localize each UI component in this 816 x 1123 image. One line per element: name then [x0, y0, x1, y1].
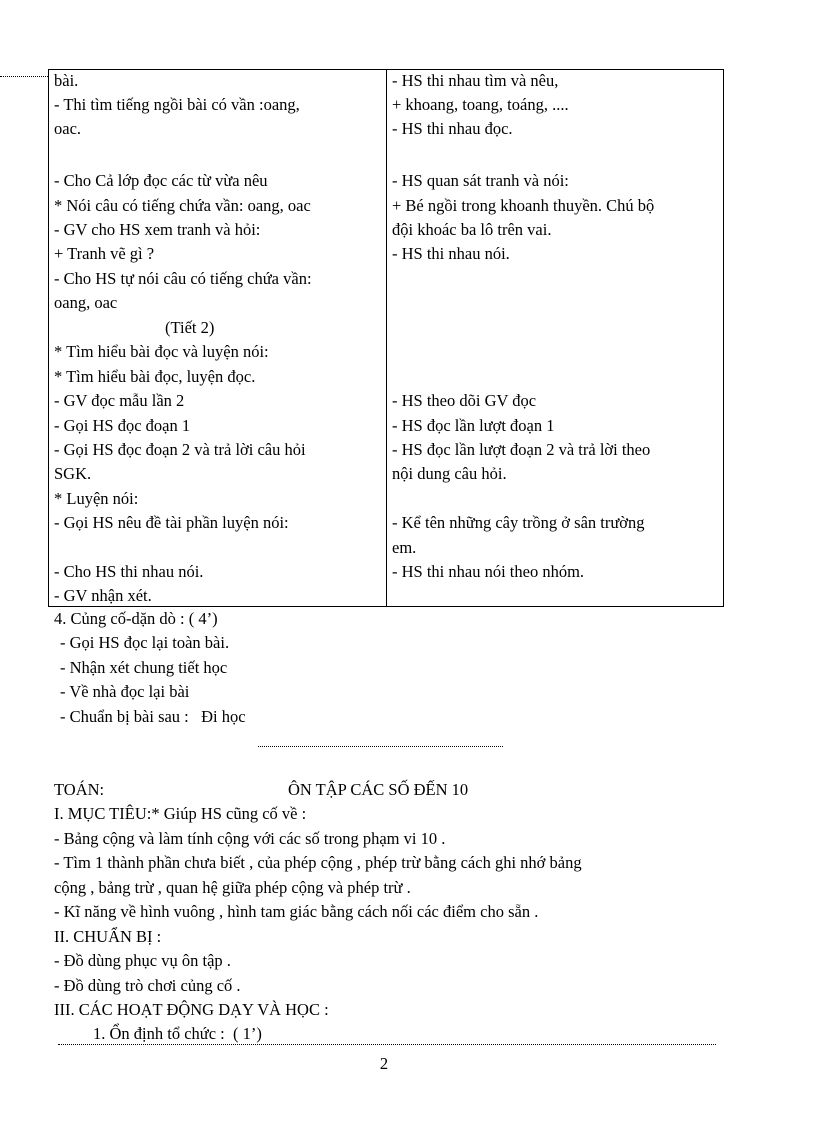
objectives-heading: I. MỤC TIÊU:* Giúp HS cũng cố về : — [54, 804, 307, 823]
teacher-line: - Gọi HS đọc đoạn 1 — [54, 416, 191, 435]
consolidation-item: - Gọi HS đọc lại toàn bài. — [60, 633, 230, 652]
student-line: - Kể tên những cây trồng ở sân trường — [392, 513, 645, 532]
teacher-line: - Cho HS thi nhau nói. — [54, 562, 204, 581]
teacher-line: - GV đọc mẫu lần 2 — [54, 391, 185, 410]
teacher-line: - GV nhận xét. — [54, 586, 152, 605]
teacher-line: - Cho Cả lớp đọc các từ vừa nêu — [54, 171, 268, 190]
teacher-line: - Gọi HS nêu đề tài phần luyện nói: — [54, 513, 289, 532]
teacher-line: - GV cho HS xem tranh và hỏi: — [54, 220, 261, 239]
teacher-line: + Tranh vẽ gì ? — [54, 244, 155, 263]
teacher-line: * Luyện nói: — [54, 489, 139, 508]
lesson-title: ÔN TẬP CÁC SỐ ĐẾN 10 — [288, 780, 469, 799]
objective-item: - Tìm 1 thành phần chưa biết , của phép cộng , phép trừ bằng cách ghi nhớ bảng — [54, 853, 582, 872]
student-line: - HS đọc lần lượt đoạn 2 và trả lời theo — [392, 440, 651, 459]
teacher-line: * Tìm hiểu bài đọc và luyện nói: — [54, 342, 269, 361]
teacher-line — [54, 93, 380, 117]
teacher-line: * Tìm hiểu bài đọc, luyện đọc. — [54, 367, 256, 386]
activity-item: 1. Ổn định tổ chức : ( 1’) — [93, 1024, 262, 1043]
student-line: - HS đọc lần lượt đoạn 1 — [392, 416, 555, 435]
period-label: (Tiết 2) — [165, 318, 215, 337]
prep-item: - Đồ dùng trò chơi củng cố . — [54, 976, 241, 995]
prep-heading: II. CHUẨN BỊ : — [54, 927, 162, 946]
page-number: 2 — [379, 1054, 389, 1073]
student-line: nội dung câu hỏi. — [392, 464, 507, 483]
student-line: đội khoác ba lô trên vai. — [392, 220, 552, 239]
teacher-line: oac. — [54, 119, 82, 138]
student-line: + Bé ngồi trong khoanh thuyền. Chú bộ — [392, 196, 655, 215]
footer-dotted-separator — [58, 1044, 716, 1045]
teacher-line: bài. — [54, 71, 79, 90]
student-line: + khoang, toang, toáng, .... — [392, 95, 569, 114]
top-dotted-separator — [0, 76, 48, 77]
consolidation-heading: 4. Củng cố-dặn dò : ( 4’) — [54, 609, 218, 628]
column-divider — [386, 70, 387, 606]
subject-label: TOÁN: — [54, 780, 105, 799]
objective-item: - Bảng cộng và làm tính cộng với các số trong phạm vi 10 . — [54, 829, 446, 848]
prep-item: - Đồ dùng phục vụ ôn tập . — [54, 951, 231, 970]
objective-item: - Kĩ năng về hình vuông , hình tam giác bằng cách nối các điểm cho sẵn . — [54, 902, 539, 921]
consolidation-item: - Nhận xét chung tiết học — [60, 658, 228, 677]
student-line: em. — [392, 538, 417, 557]
student-line: - HS thi nhau đọc. — [392, 119, 513, 138]
student-line: - HS quan sát tranh và nói: — [392, 171, 569, 190]
teacher-line: SGK. — [54, 464, 92, 483]
consolidation-item: - Chuẩn bị bài sau : Đi học — [60, 707, 246, 726]
student-line: - HS thi nhau nói. — [392, 244, 510, 263]
teacher-line-text: - Thi tìm tiếng ngồi bài có vần :oang, — [54, 95, 300, 114]
objective-item: cộng , bảng trừ , quan hệ giữa phép cộng và phép trừ . — [54, 878, 411, 897]
teacher-line: oang, oac — [54, 293, 118, 312]
activities-heading: III. CÁC HOẠT ĐỘNG DẠY VÀ HỌC : — [54, 1000, 329, 1019]
consolidation-item: - Về nhà đọc lại bài — [60, 682, 190, 701]
section-separator — [258, 746, 503, 747]
student-line: - HS thi nhau tìm và nêu, — [392, 71, 559, 90]
activity-table — [48, 69, 724, 607]
student-line: - HS theo dõi GV đọc — [392, 391, 537, 410]
teacher-line: * Nói câu có tiếng chứa vần: oang, oac — [54, 196, 311, 215]
student-line: - HS thi nhau nói theo nhóm. — [392, 562, 585, 581]
teacher-line: - Cho HS tự nói câu có tiếng chứa vần: — [54, 269, 312, 288]
teacher-line: - Gọi HS đọc đoạn 2 và trả lời câu hỏi — [54, 440, 306, 459]
